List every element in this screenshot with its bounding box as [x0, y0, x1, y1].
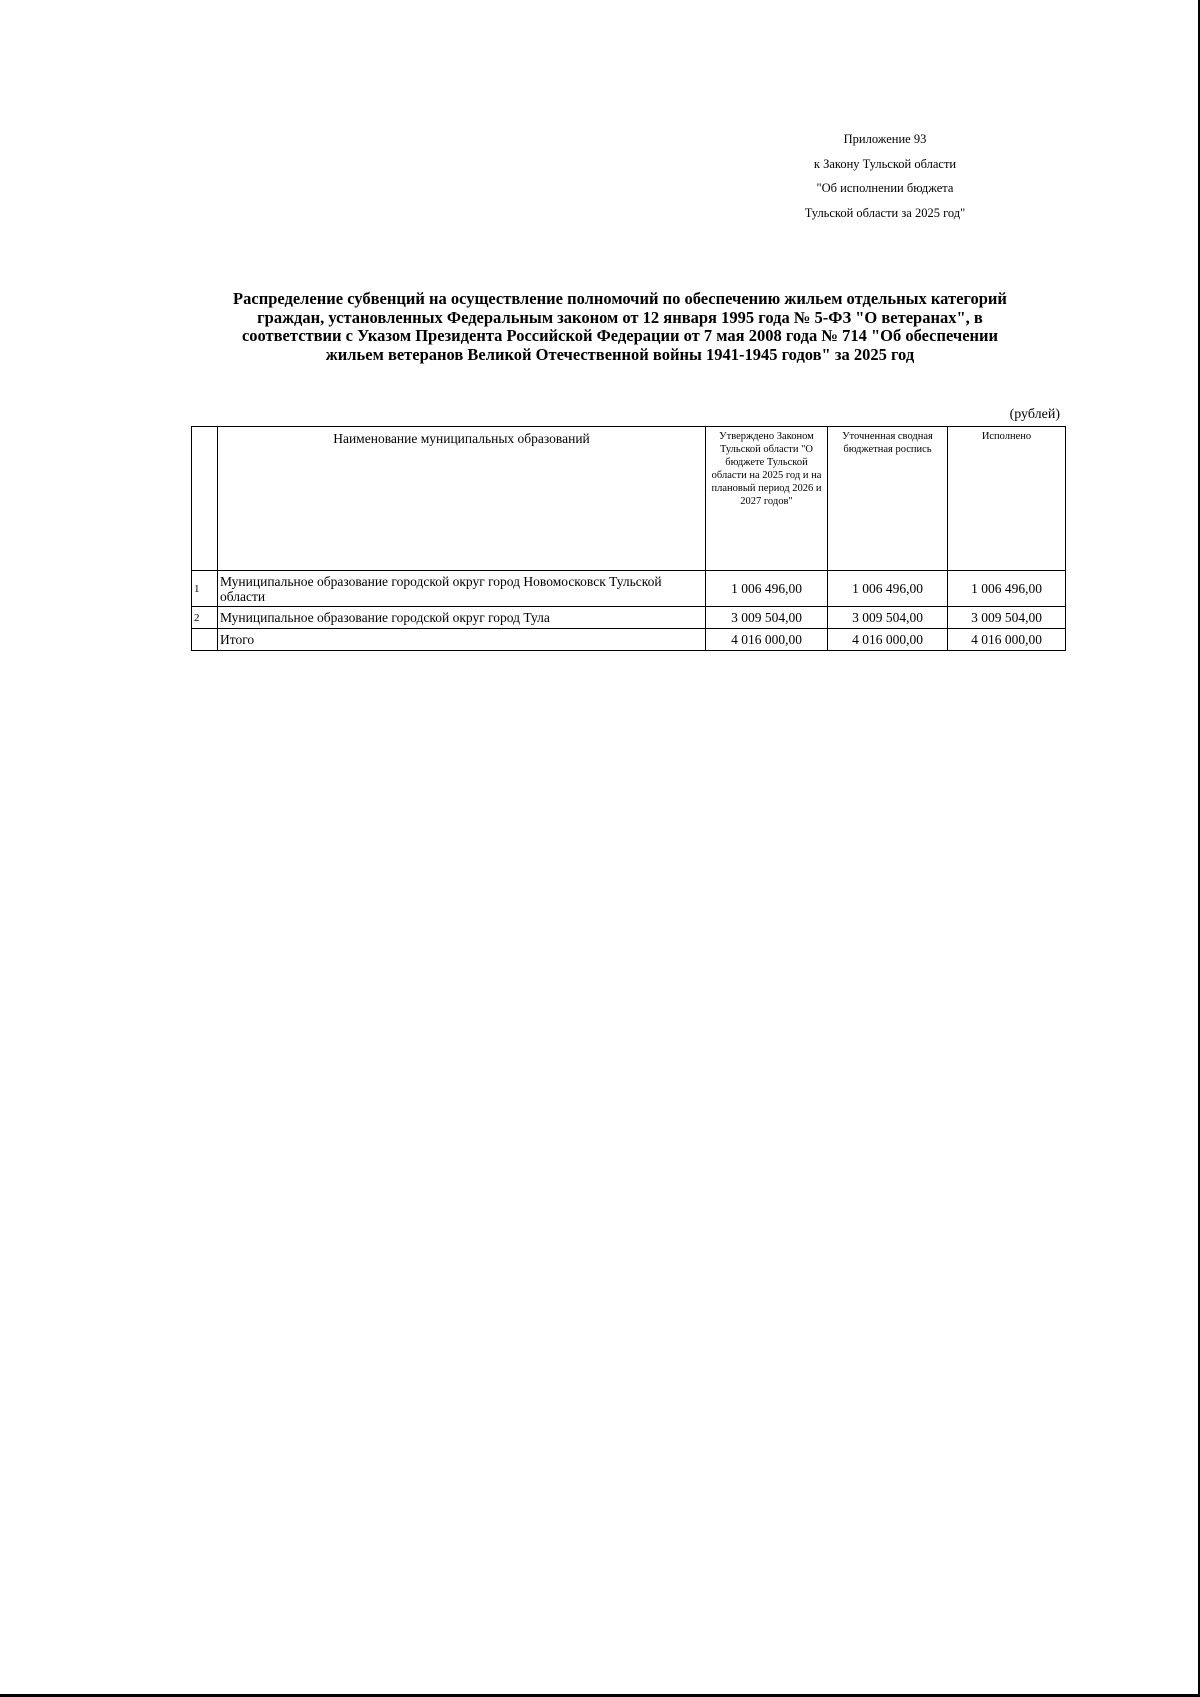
appendix-line-4: Тульской области за 2025 год"	[804, 205, 966, 220]
row-executed-value: 1 006 496,00	[948, 571, 1066, 607]
header-executed: Исполнено	[948, 427, 1066, 571]
row-refined-value: 3 009 504,00	[828, 607, 948, 629]
row-approved-value: 1 006 496,00	[706, 571, 828, 607]
row-municipality-name: Муниципальное образование городской округ город Новомосковск Тульской области	[218, 571, 706, 607]
total-refined-value: 4 016 000,00	[828, 629, 948, 651]
table-row	[192, 571, 1066, 607]
header-index	[192, 427, 218, 571]
header-refined-budget: Уточненная сводная бюджетная роспись	[828, 427, 948, 571]
title-line-1: Распределение субвенций на осуществление полномочий по обеспечению жильем отдельных категорий	[233, 289, 1007, 308]
row-index: 2	[192, 607, 218, 629]
row-refined-value: 1 006 496,00	[828, 571, 948, 607]
appendix-line-2: к Закону Тульской области	[813, 156, 957, 171]
total-approved-value: 4 016 000,00	[706, 629, 828, 651]
title-line-2: граждан, установленных Федеральным законом от 12 января 1995 года № 5-ФЗ "О ветеранах", в	[257, 307, 983, 327]
table-row	[192, 607, 1066, 629]
subvention-table	[191, 426, 1066, 651]
units-label: (рублей)	[1009, 407, 1060, 422]
title-line-3: соответствии с Указом Президента Российской Федерации от 7 мая 2008 года № 714 "Об обеспечении	[241, 326, 999, 345]
total-index	[192, 629, 218, 651]
row-executed-value: 3 009 504,00	[948, 607, 1066, 629]
table-header-row	[192, 427, 1066, 571]
total-label: Итого	[218, 629, 706, 651]
table-total-row	[192, 629, 1066, 651]
header-municipality-name: Наименование муниципальных образований	[218, 427, 706, 571]
row-approved-value: 3 009 504,00	[706, 607, 828, 629]
total-executed-value: 4 016 000,00	[948, 629, 1066, 651]
row-municipality-name: Муниципальное образование городской округ город Тула	[218, 607, 706, 629]
appendix-line-1: Приложение 93	[843, 132, 927, 146]
title-line-4: жильем ветеранов Великой Отечественной войны 1941-1945 годов" за 2025 год	[325, 344, 915, 364]
document-title	[180, 290, 1060, 364]
appendix-header	[770, 127, 1000, 225]
header-approved: Утверждено Законом Тульской области "О бюджете Тульской области на 2025 год и на плановый период 2026 и 2027 годов"	[706, 427, 828, 571]
appendix-line-3: "Об исполнении бюджета	[816, 181, 954, 195]
row-index: 1	[192, 571, 218, 607]
